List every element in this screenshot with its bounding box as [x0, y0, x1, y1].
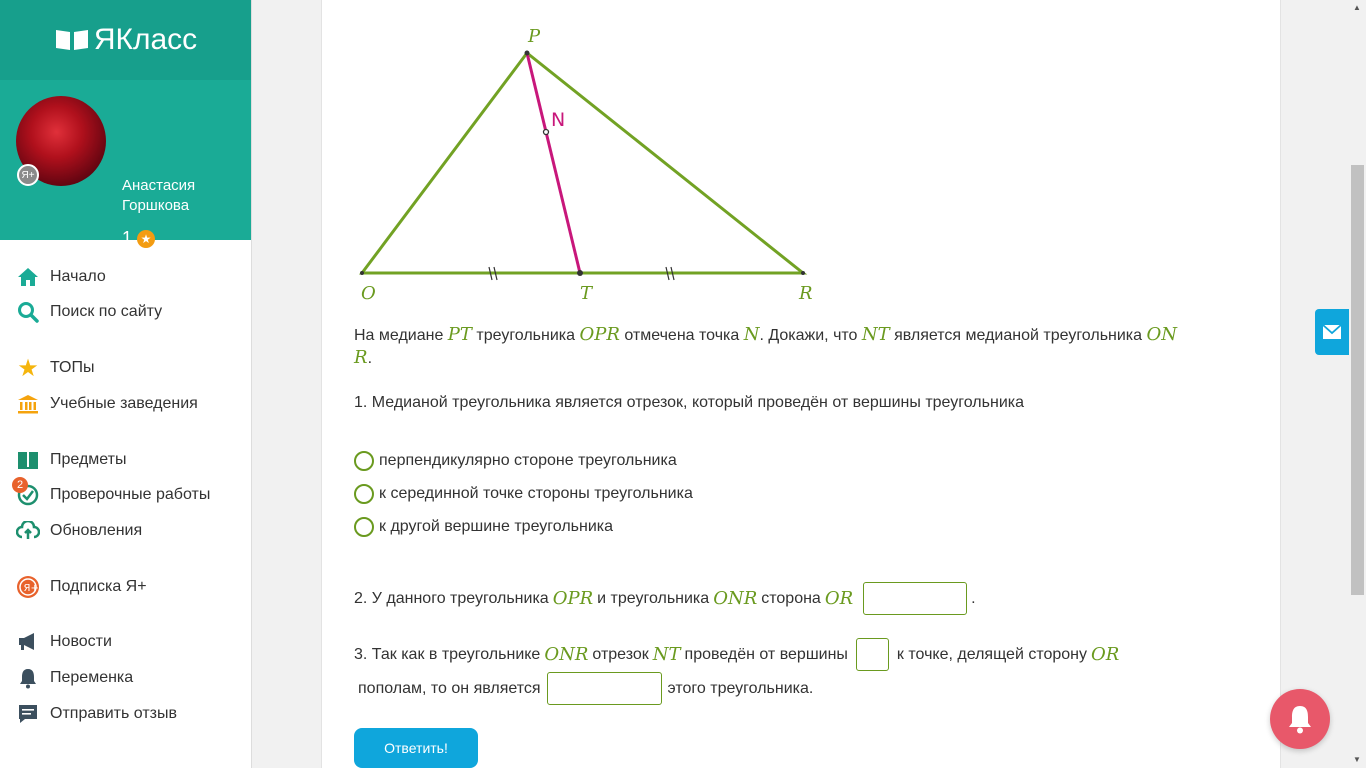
nav-label: Поиск по сайту [50, 303, 163, 320]
star-icon: ★ [17, 354, 39, 382]
option-midpoint[interactable] [354, 484, 693, 504]
point-o [360, 271, 364, 275]
nav-label: Проверочные работы [50, 486, 211, 503]
task-text: . Докажи, что [759, 327, 862, 344]
cloud-upload-icon [16, 519, 40, 543]
label-n: N [551, 109, 566, 131]
task-text: На медиане [354, 327, 448, 344]
math-var: ONR [713, 588, 758, 609]
check-icon [16, 479, 40, 507]
scrollbar-thumb[interactable] [1351, 165, 1364, 595]
nav-label: Начало [50, 268, 106, 285]
mail-button[interactable] [1315, 309, 1349, 355]
radio-button[interactable] [354, 451, 374, 471]
nav-label: ТОПы [50, 359, 95, 376]
radio-button[interactable] [354, 484, 374, 504]
nav-subscription[interactable] [16, 575, 147, 599]
math-var: OPR [579, 324, 620, 345]
math-var: ON [1146, 324, 1178, 345]
profile-name[interactable]: Анастасия Горшкова [122, 177, 196, 214]
math-var: OR [1091, 644, 1120, 665]
logout-icon: ◧ [122, 285, 135, 300]
user-circle-icon: ◉ [122, 261, 134, 276]
nav-news[interactable] [16, 630, 112, 654]
logo-text: ЯКласс [93, 23, 198, 56]
subscription-icon [16, 575, 40, 599]
label-t: T [580, 283, 593, 304]
logo[interactable] [0, 0, 251, 80]
median-pt [527, 53, 580, 273]
task-text: . [367, 350, 373, 367]
q2-text: и треугольника [597, 589, 710, 607]
label-o: O [361, 283, 376, 304]
label-p: P [528, 26, 541, 47]
institution-icon [16, 392, 40, 416]
answer-input-q2[interactable] [863, 582, 967, 615]
nav-label: Подписка Я+ [50, 578, 147, 595]
nav-label: Отправить отзыв [50, 705, 177, 722]
my-profile-link[interactable] [122, 261, 238, 277]
task-text: отмечена точка [619, 327, 744, 344]
nav-label: Новости [50, 633, 112, 650]
point-r [801, 271, 805, 275]
nav-updates[interactable] [16, 519, 142, 543]
math-var: R [354, 347, 368, 368]
scrollbar[interactable] [1349, 0, 1366, 768]
math-var: N [743, 324, 760, 345]
books-icon [16, 448, 40, 472]
math-var: OPR [552, 588, 594, 609]
scroll-down-icon[interactable]: ▼ [1353, 755, 1361, 764]
option-label: перпендикулярно стороне треугольника [379, 452, 677, 469]
question-3-line-2 [358, 672, 813, 705]
option-label: к другой вершине треугольника [379, 518, 614, 535]
math-var: NT [861, 324, 890, 345]
point-p [525, 51, 530, 56]
q3-text: отрезок [592, 645, 649, 663]
q2-text: сторона [761, 589, 821, 607]
bell-icon [1285, 703, 1315, 735]
triangle-figure [330, 20, 830, 310]
nav-label: Предметы [50, 451, 127, 468]
q2-text: . [971, 589, 976, 607]
question-1-text: 1. Медианой треугольника является отрезок, который проведён от вершины треугольника [354, 394, 1024, 411]
point-n [544, 130, 549, 135]
math-var: ONR [544, 644, 589, 665]
points [122, 228, 155, 249]
nav-tests[interactable] [16, 479, 211, 507]
option-perpendicular[interactable] [354, 451, 677, 471]
nav-feedback[interactable] [16, 702, 177, 726]
q2-text: 2. У данного треугольника [354, 589, 549, 607]
nav-search[interactable] [16, 300, 162, 324]
triangle-opr [362, 53, 803, 273]
nav-label: Учебные заведения [50, 395, 198, 412]
home-icon [16, 265, 40, 289]
nav-institutions[interactable] [16, 392, 198, 416]
points-value: 1 [122, 228, 133, 248]
answer-input-type[interactable] [547, 672, 662, 705]
ya-plus-label: Я+ [21, 169, 35, 181]
math-var: NT [652, 644, 681, 665]
nav-subjects[interactable] [16, 448, 126, 472]
logout-link[interactable] [122, 285, 188, 301]
bell-icon [16, 666, 40, 690]
option-label: к серединной точке стороны треугольника [379, 485, 693, 502]
ya-plus-badge [17, 164, 39, 186]
q3-text: пополам, то он является [358, 679, 541, 697]
question-3-line-1 [354, 638, 1119, 671]
star-icon: ★ [137, 230, 155, 248]
math-var: PT [447, 324, 472, 345]
my-profile-label: Мой профиль [141, 261, 238, 277]
q3-text: этого треугольника. [667, 679, 814, 697]
option-vertex[interactable] [354, 517, 613, 537]
nav-break[interactable] [16, 666, 133, 690]
math-var: OR [824, 588, 854, 609]
nav-tops[interactable] [16, 356, 95, 380]
task-text: треугольника [471, 327, 580, 344]
q3-text: 3. Так как в треугольнике [354, 645, 541, 663]
megaphone-icon [16, 630, 40, 654]
book-icon [54, 28, 90, 52]
notifications-button[interactable] [1270, 689, 1330, 749]
feedback-icon [16, 702, 40, 726]
scroll-up-icon[interactable]: ▲ [1353, 3, 1361, 12]
sidebar [0, 0, 252, 768]
svg-text:Я+: Я+ [23, 583, 39, 594]
task-text: является медианой треугольника [889, 327, 1147, 344]
answer-input-vertex[interactable] [856, 638, 889, 671]
envelope-icon [1322, 324, 1342, 340]
point-t [577, 270, 583, 276]
q3-text: проведён от вершины [684, 645, 848, 663]
logout-label: Выйти [142, 285, 189, 301]
radio-button[interactable] [354, 517, 374, 537]
q3-text: к точке, делящей сторону [896, 645, 1088, 663]
question-2 [354, 582, 976, 615]
task-statement [354, 324, 1254, 370]
search-icon [16, 300, 40, 324]
label-r: R [799, 283, 813, 304]
submit-button[interactable]: Ответить! [354, 728, 478, 768]
nav-label: Обновления [50, 522, 143, 539]
tests-badge: 2 [12, 477, 28, 493]
nav-label: Переменка [50, 669, 134, 686]
nav-home[interactable] [16, 265, 106, 289]
